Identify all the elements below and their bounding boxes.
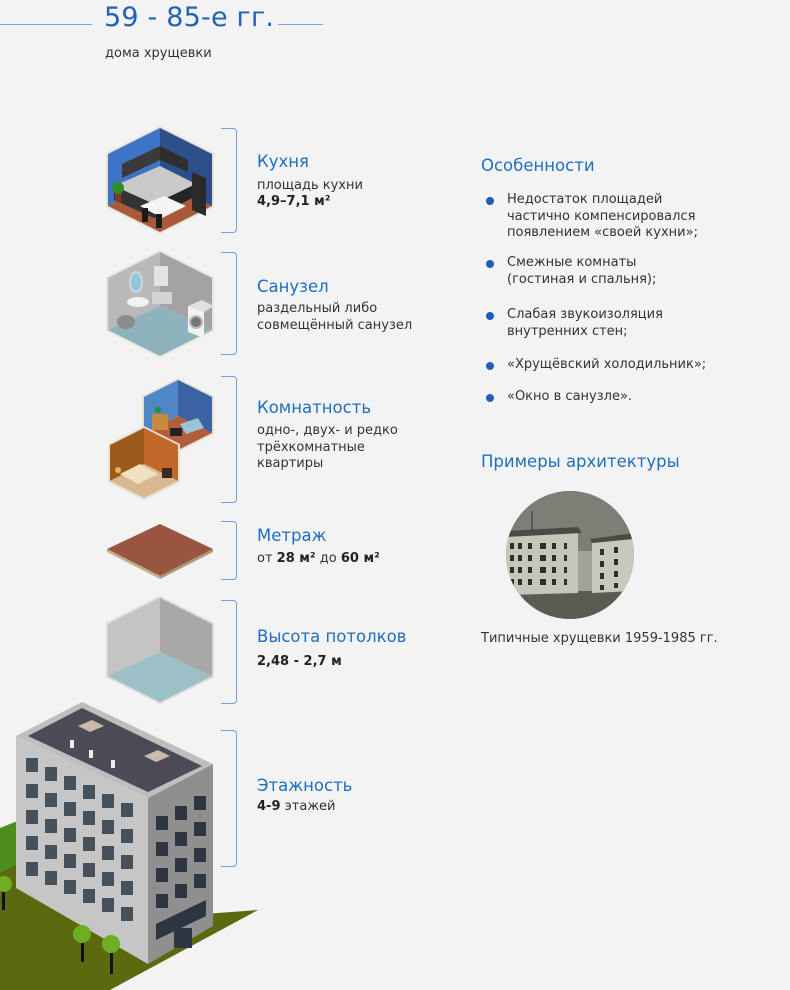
feature-desc-line: квартиры xyxy=(257,456,324,471)
two-rooms-illustration xyxy=(106,378,214,500)
feature-value-kitchen: 4,9–7,1 м² xyxy=(257,194,331,209)
feature-desc-kitchen: площадь кухни xyxy=(257,178,363,193)
feature-desc-rooms xyxy=(257,423,398,473)
examples-title: Примеры архитектуры xyxy=(481,452,680,471)
floors-value: 4-9 xyxy=(257,799,281,814)
bullet-line: Смежные комнаты xyxy=(507,255,637,270)
area-max-value: 60 м² xyxy=(340,551,380,566)
page-subtitle: дома хрущевки xyxy=(105,46,212,61)
feature-desc-line: раздельный либо xyxy=(257,301,378,316)
area-mid: до xyxy=(319,551,337,566)
floors-suffix: этажей xyxy=(284,799,336,814)
feature-desc-bathroom xyxy=(257,301,412,334)
feature-title-bathroom: Санузел xyxy=(257,277,329,296)
feature-title-area: Метраж xyxy=(257,526,327,545)
feature-title-ceiling: Высота потолков xyxy=(257,627,407,646)
feature-title-kitchen: Кухня xyxy=(257,152,309,171)
bracket-kitchen xyxy=(221,128,237,233)
bracket-rooms xyxy=(221,376,237,503)
bracket-area xyxy=(221,521,237,580)
feature-desc-line: совмещённый санузел xyxy=(257,317,413,333)
feature-desc-floors xyxy=(257,799,335,816)
feature-desc-area xyxy=(257,551,380,568)
photo-caption: Типичные хрущевки 1959-1985 гг. xyxy=(481,631,718,646)
bullet-line: (гостиная и спальня); xyxy=(507,271,657,287)
bullet-line: внутренних стен; xyxy=(507,323,628,339)
bullet-dot-icon xyxy=(486,312,494,320)
area-min-value: 28 м² xyxy=(276,551,316,566)
feature-value-ceiling: 2,48 - 2,7 м xyxy=(257,654,342,669)
feature-title-floors: Этажность xyxy=(257,776,353,795)
bullet-dot-icon xyxy=(486,197,494,205)
header-line-right xyxy=(278,24,323,25)
feature-title-rooms: Комнатность xyxy=(257,398,372,417)
bullet-line: «Хрущёвский холодильник»; xyxy=(507,357,707,372)
header-line-left xyxy=(0,24,92,25)
bullet-line: частично компенсировался xyxy=(507,208,696,224)
feature-desc-line: трёхкомнатные xyxy=(257,439,365,455)
bullet-line: Недостаток площадей xyxy=(507,192,663,207)
bullet-dot-icon xyxy=(486,362,494,370)
bullet-dot-icon xyxy=(486,260,494,268)
kitchen-room-illustration xyxy=(104,126,216,234)
bullet-line: появлением «своей кухни»; xyxy=(507,225,698,240)
area-prefix: от xyxy=(257,551,273,566)
bracket-floors xyxy=(221,730,237,867)
floor-tile-illustration xyxy=(105,522,215,580)
feature-desc-line: одно-, двух- и редко xyxy=(257,423,398,438)
bullet-dot-icon xyxy=(486,394,494,402)
bathroom-room-illustration xyxy=(104,250,216,358)
page-title: 59 - 85-е гг. xyxy=(104,2,275,33)
peculiarities-title: Особенности xyxy=(481,156,595,175)
bullet-line: «Окно в санузле». xyxy=(507,389,633,404)
khrushchyovka-photo xyxy=(506,491,634,619)
bracket-bathroom xyxy=(221,252,237,355)
bullet-line: Слабая звукоизоляция xyxy=(507,307,663,322)
